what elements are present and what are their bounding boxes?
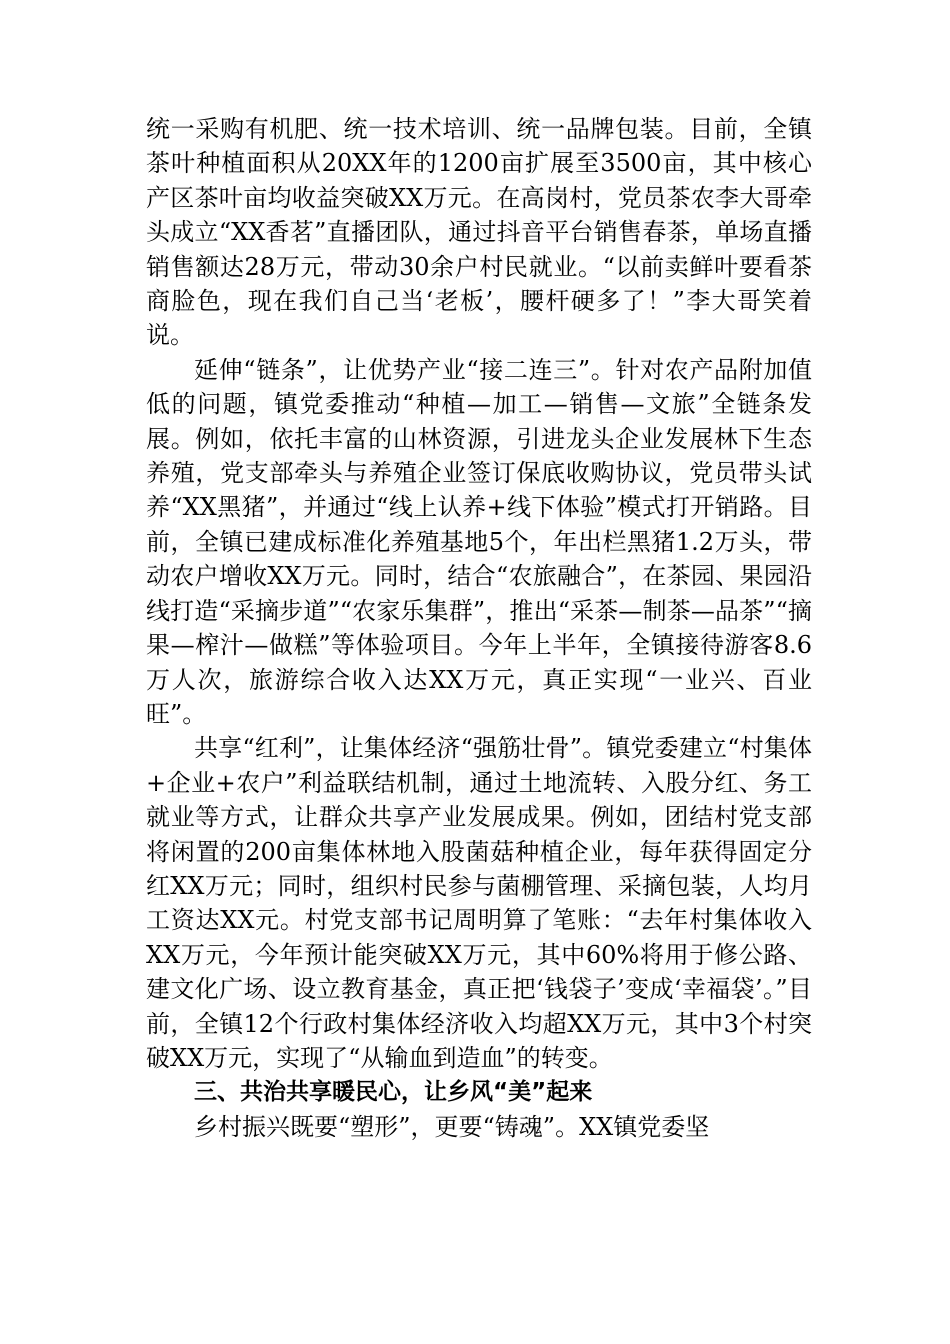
paragraph-share-dividends: 共享“红利”，让集体经济“强筋壮骨”。镇党委建立“村集体+企业+农户”利益联结机制，通过土地流转、入股分红、务工就业等方式，让群众共享产业发展成果。例如，团结村党支部将闲置的200亩集体林地入股菌菇种植企业，每年获得固定分红XX万元；同时，组织村民参与菌棚管理、采摘包装，人均月工资达XX元。村党支部书记周明算了笔账：“去年村集体收入XX万元，今年预计能突破XX万元，其中60%将用于修公路、建文化广场、设立教育基金，真正把‘钱袋子’变成‘幸福袋’。”目前，全镇12个行政村集体经济收入均超XX万元，其中3个村突破XX万元，实现了“从输血到造血”的转变。 <box>146 734 812 1072</box>
paragraph-section-intro: 乡村振兴既要“塑形”，更要“铸魂”。XX镇党委坚 <box>194 1112 710 1141</box>
section-heading: 三、共治共享暖民心，让乡风“美”起来 <box>194 1079 593 1106</box>
paragraph-continued: 统一采购有机肥、统一技术培训、统一品牌包装。目前，全镇茶叶种植面积从20XX年的1200亩扩展至3500亩，其中核心产区茶叶亩均收益突破XX万元。在高岗村，党员茶农李大哥牵头成立“XX香茗”直播团队，通过抖音平台销售春茶，单场直播销售额达28万元，带动30余户村民就业。“以前卖鲜叶要看茶商脸色，现在我们自己当‘老板’，腰杆硬多了！”李大哥笑着说。 <box>146 115 812 350</box>
document-page <box>146 112 812 1144</box>
paragraph-extend-chain: 延伸“链条”，让优势产业“接二连三”。针对农产品附加值低的问题，镇党委推动“种植—加工—销售—文旅”全链条发展。例如，依托丰富的山林资源，引进龙头企业发展林下生态养殖，党支部牵头与养殖企业签订保底收购协议，党员带头试养“XX黑猪”，并通过“线上认养+线下体验”模式打开销路。目前，全镇已建成标准化养殖基地5个，年出栏黑猪1.2万头，带动农户增收XX万元。同时，结合“农旅融合”，在茶园、果园沿线打造“采摘步道”“农家乐集群”，推出“采茶—制茶—品茶”“摘果—榨汁—做糕”等体验项目。今年上半年，全镇接待游客8.6万人次，旅游综合收入达XX万元，真正实现“一业兴、百业旺”。 <box>146 355 812 728</box>
